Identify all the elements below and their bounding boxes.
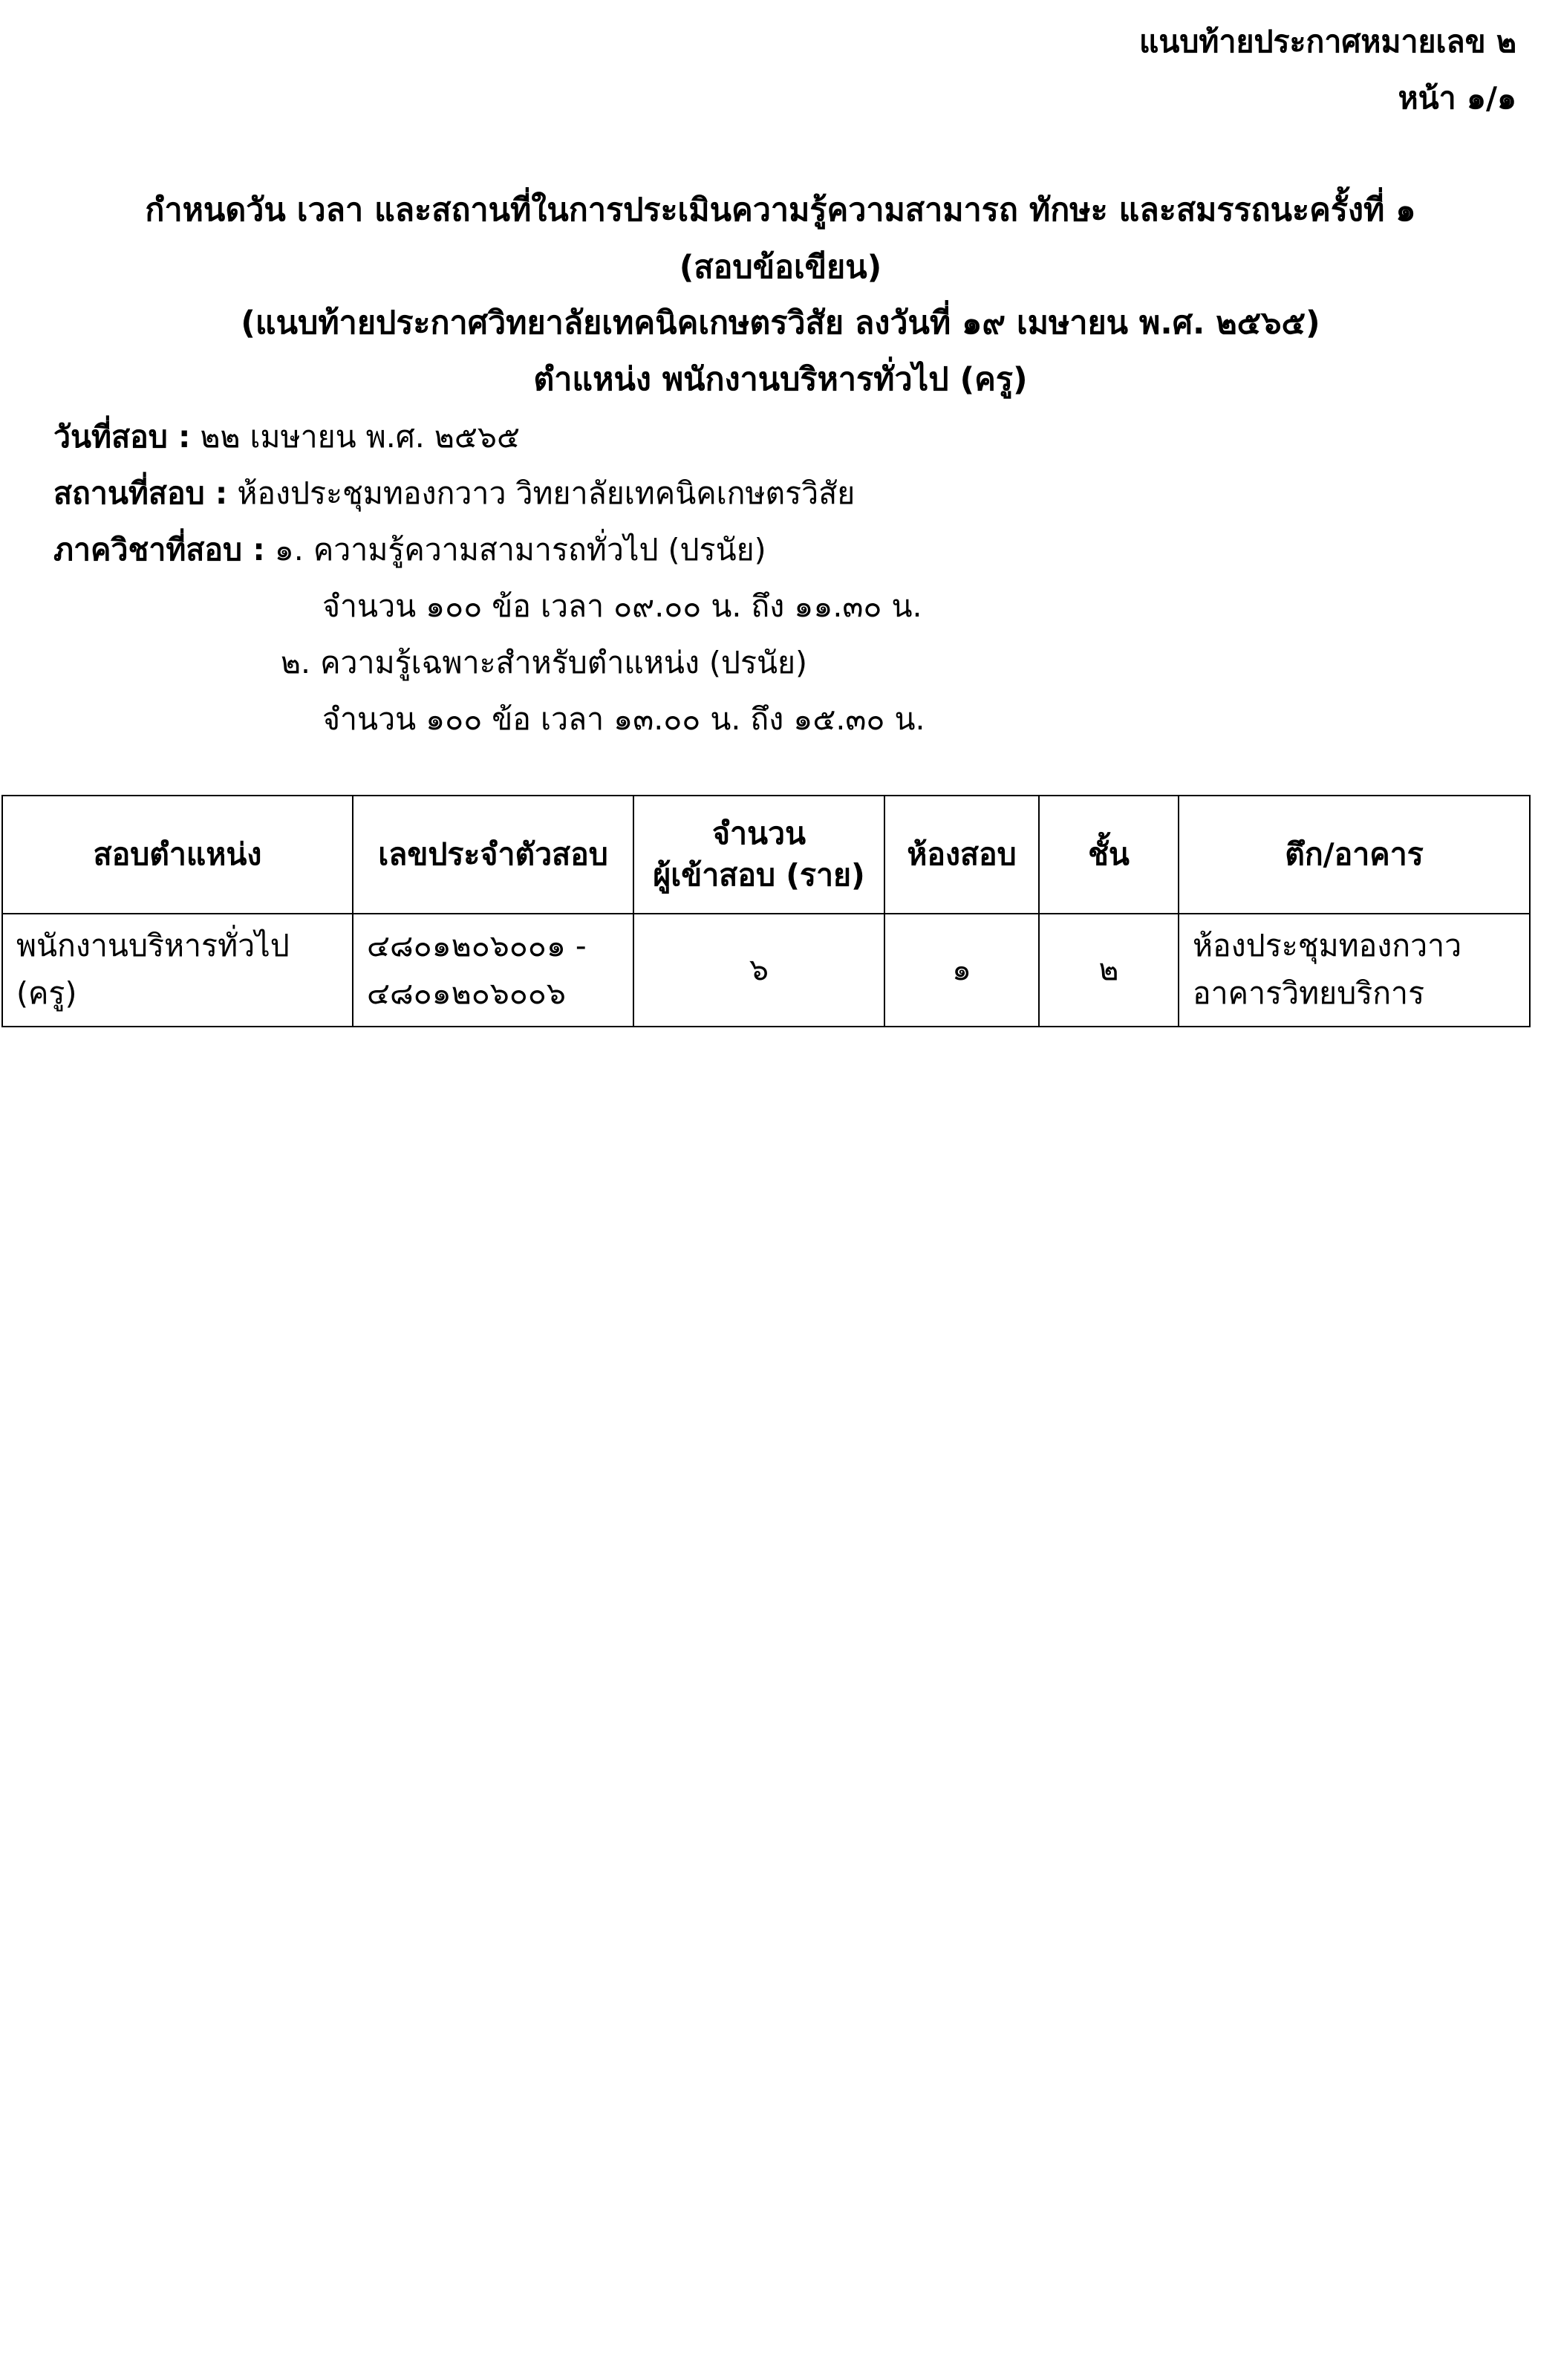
- announcement-reference: (แนบท้ายประกาศวิทยาลัยเทคนิคเกษตรวิสัย ลงวันที่ ๑๙ เมษายน พ.ศ. ๒๕๖๕): [241, 305, 1320, 342]
- cell-exam-id-line2: ๔๘๐๑๒๐๖๐๐๖: [367, 975, 566, 1011]
- cell-exam-id-line1: ๔๘๐๑๒๐๖๐๐๑ -: [367, 928, 587, 964]
- cell-count: ๖: [633, 914, 884, 1027]
- header-count: [633, 796, 884, 914]
- table-header-row: [2, 796, 1530, 914]
- exam-place-label: สถานที่สอบ :: [53, 475, 228, 511]
- exam-type: (สอบข้อเขียน): [679, 249, 882, 286]
- subject-2: ๒. ความรู้เฉพาะสำหรับตำแหน่ง (ปรนัย): [281, 645, 808, 680]
- cell-building-line1: ห้องประชุมทองกวาว: [1193, 928, 1462, 964]
- document-title: กำหนดวัน เวลา และสถานที่ในการประเมินความรู้ความสามารถ ทักษะ และสมรรถนะครั้งที่ ๑: [145, 192, 1416, 229]
- subject-2-detail: จำนวน ๑๐๐ ข้อ เวลา ๑๓.๐๐ น. ถึง ๑๕.๓๐ น.: [322, 701, 925, 737]
- position-title: ตำแหน่ง พนักงานบริหารทั่วไป (ครู): [533, 361, 1028, 398]
- subject-1-detail: จำนวน ๑๐๐ ข้อ เวลา ๐๙.๐๐ น. ถึง ๑๑.๓๐ น.: [322, 588, 922, 624]
- header-position: สอบตำแหน่ง: [2, 796, 353, 914]
- page-number: หน้า ๑/๑: [1398, 80, 1516, 116]
- exam-date: [53, 413, 520, 461]
- cell-building: [1179, 914, 1530, 1027]
- subject-1: ๑. ความรู้ความสามารถทั่วไป (ปรนัย): [264, 532, 766, 568]
- exam-place-value: ห้องประชุมทองกวาว วิทยาลัยเทคนิคเกษตรวิสัย: [227, 475, 856, 511]
- annex-number: แนบท้ายประกาศหมายเลข ๒: [1138, 24, 1516, 59]
- cell-floor: ๒: [1039, 914, 1179, 1027]
- exam-subject: [53, 526, 766, 574]
- header-exam-id: เลขประจำตัวสอบ: [353, 796, 633, 914]
- header-building: ตึก/อาคาร: [1179, 796, 1530, 914]
- exam-date-value: ๒๒ เมษายน พ.ศ. ๒๕๖๕: [190, 419, 520, 455]
- exam-schedule-table: [1, 795, 1531, 1027]
- cell-building-line2: อาคารวิทยบริการ: [1193, 975, 1425, 1011]
- header-count-line2: ผู้เข้าสอบ (ราย): [653, 856, 865, 893]
- exam-subject-label: ภาควิชาที่สอบ :: [53, 532, 265, 568]
- header-floor: ชั้น: [1039, 796, 1179, 914]
- cell-exam-id: [353, 914, 633, 1027]
- exam-place: [53, 469, 855, 518]
- cell-room: ๑: [884, 914, 1039, 1027]
- cell-position: [2, 914, 353, 1027]
- header-count-line1: จำนวน: [711, 816, 806, 852]
- exam-date-label: วันที่สอบ :: [53, 419, 191, 455]
- header-room: ห้องสอบ: [884, 796, 1039, 914]
- cell-position-line1: พนักงานบริหารทั่วไป: [16, 928, 290, 964]
- cell-position-line2: (ครู): [16, 975, 77, 1011]
- table-row: [2, 914, 1530, 1027]
